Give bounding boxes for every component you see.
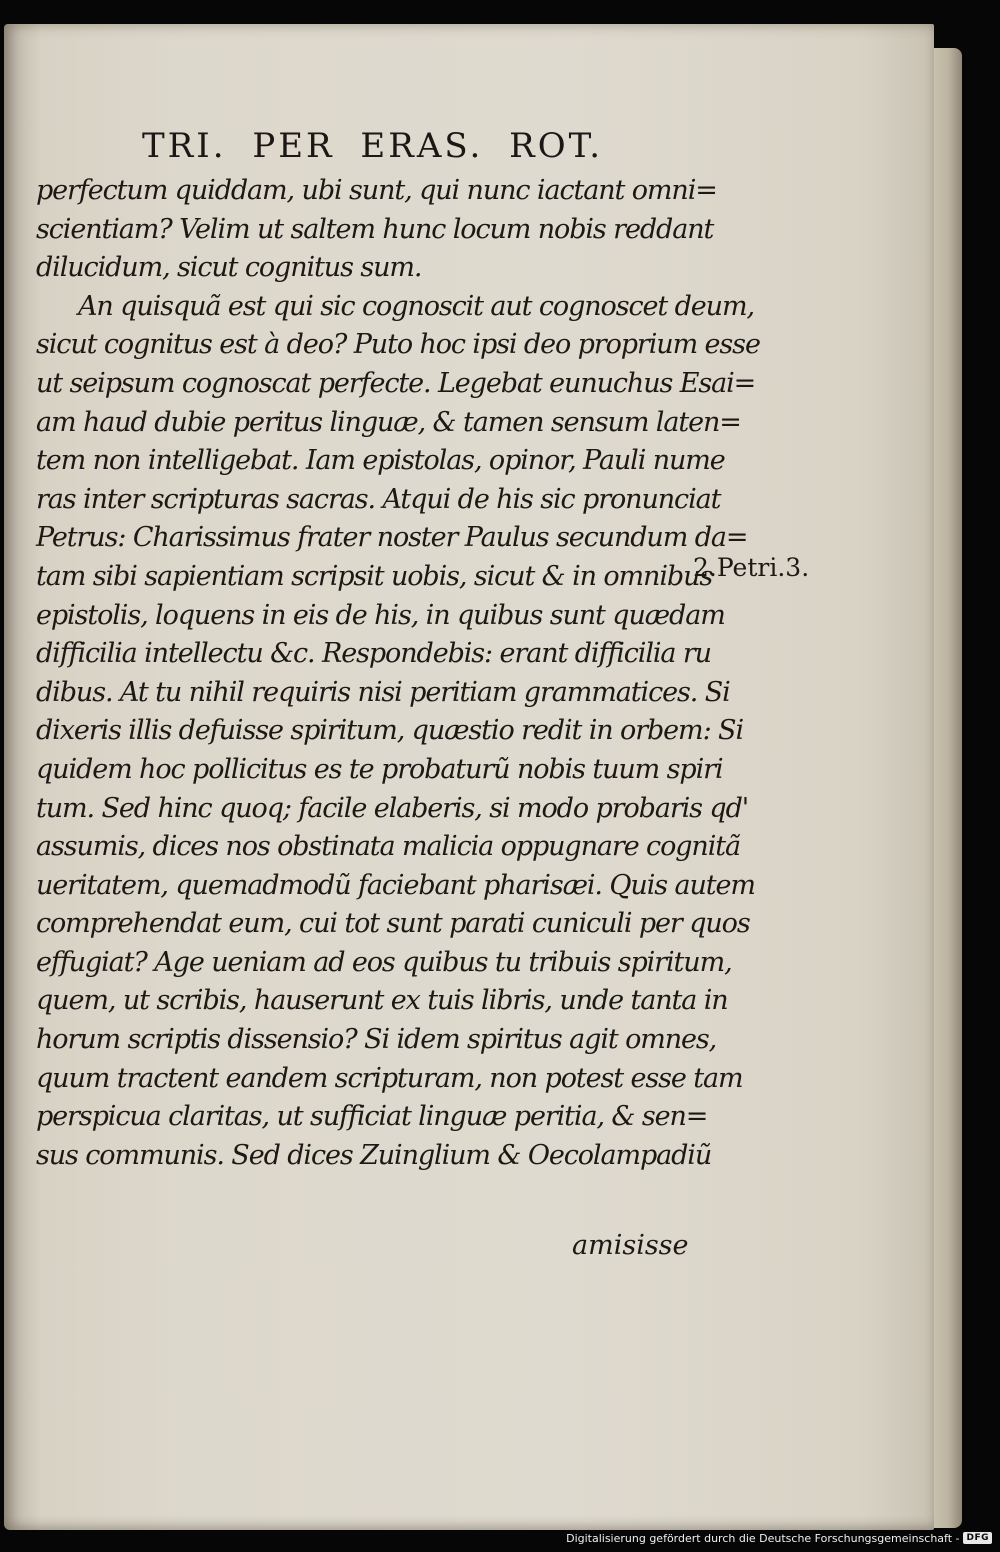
dfg-logo-icon: DFG [963, 1532, 992, 1544]
text-line: Petrus: Charissimus frater noster Paulus secundum da= [36, 522, 748, 554]
text-line: am haud dubie peritus linguæ, & tamen sensum laten= [36, 406, 741, 438]
text-line: horum scriptis dissensio? Si idem spiritus agit omnes, [36, 1024, 717, 1056]
text-line: tem non intelligebat. Iam epistolas, opinor, Pauli nume [36, 445, 725, 477]
text-line: scientiam? Velim ut saltem hunc locum nobis reddant [36, 213, 714, 245]
text-line: quidem hoc pollicitus es te probaturũ nobis tuum spiri [36, 753, 723, 785]
text-line: ueritatem, quemadmodũ faciebant pharisæi. Quis autem [36, 869, 755, 901]
text-line: perspicua claritas, ut sufficiat linguæ peritia, & sen= [36, 1101, 708, 1133]
running-head: TRI. PER ERAS. ROT. [142, 126, 604, 166]
text-line: ut seipsum cognoscat perfecte. Legebat eunuchus Esai= [36, 367, 756, 399]
digitization-footer [566, 1530, 992, 1546]
text-line: quem, ut scribis, hauserunt ex tuis libris, unde tanta in [36, 985, 728, 1017]
text-line: sus communis. Sed dices Zuinglium & Oecolampadiũ [36, 1139, 712, 1171]
text-line: epistolis, loquens in eis de his, in quibus sunt quædam [36, 599, 725, 631]
text-line: dixeris illis defuisse spiritum, quæstio redit in orbem: Si [36, 715, 743, 747]
text-line: sicut cognitus est à deo? Puto hoc ipsi deo proprium esse [36, 329, 760, 361]
text-line: perfectum quiddam, ubi sunt, qui nunc iactant omni= [36, 175, 717, 206]
text-line: difficilia intellectu &c. Respondebis: erant difficilia ru [36, 638, 711, 670]
text-line: An quisquã est qui sic cognoscit aut cognoscet deum, [78, 290, 754, 322]
text-line: quum tractent eandem scripturam, non potest esse tam [36, 1062, 743, 1094]
marginal-reference: 2.Petri.3. [693, 553, 810, 582]
text-line: dibus. At tu nihil requiris nisi peritiam grammatices. Si [36, 676, 730, 708]
text-line: comprehendat eum, cui tot sunt parati cuniculi per quos [36, 908, 750, 940]
text-line: dilucidum, sicut cognitus sum. [36, 252, 422, 284]
text-line: ras inter scripturas sacras. Atqui de his sic pronunciat [36, 483, 721, 515]
text-line: tam sibi sapientiam scripsit uobis, sicut & in omnibus [36, 560, 713, 592]
catchword: amisisse [572, 1230, 689, 1261]
funding-credit: Digitalisierung gefördert durch die Deutsche Forschungsgemeinschaft - [566, 1531, 960, 1545]
text-line: tum. Sed hinc quoq; facile elaberis, si modo probaris qd' [36, 792, 749, 824]
text-line: effugiat? Age ueniam ad eos quibus tu tribuis spiritum, [36, 946, 732, 978]
text-line: assumis, dices nos obstinata malicia oppugnare cognitã [36, 831, 740, 863]
